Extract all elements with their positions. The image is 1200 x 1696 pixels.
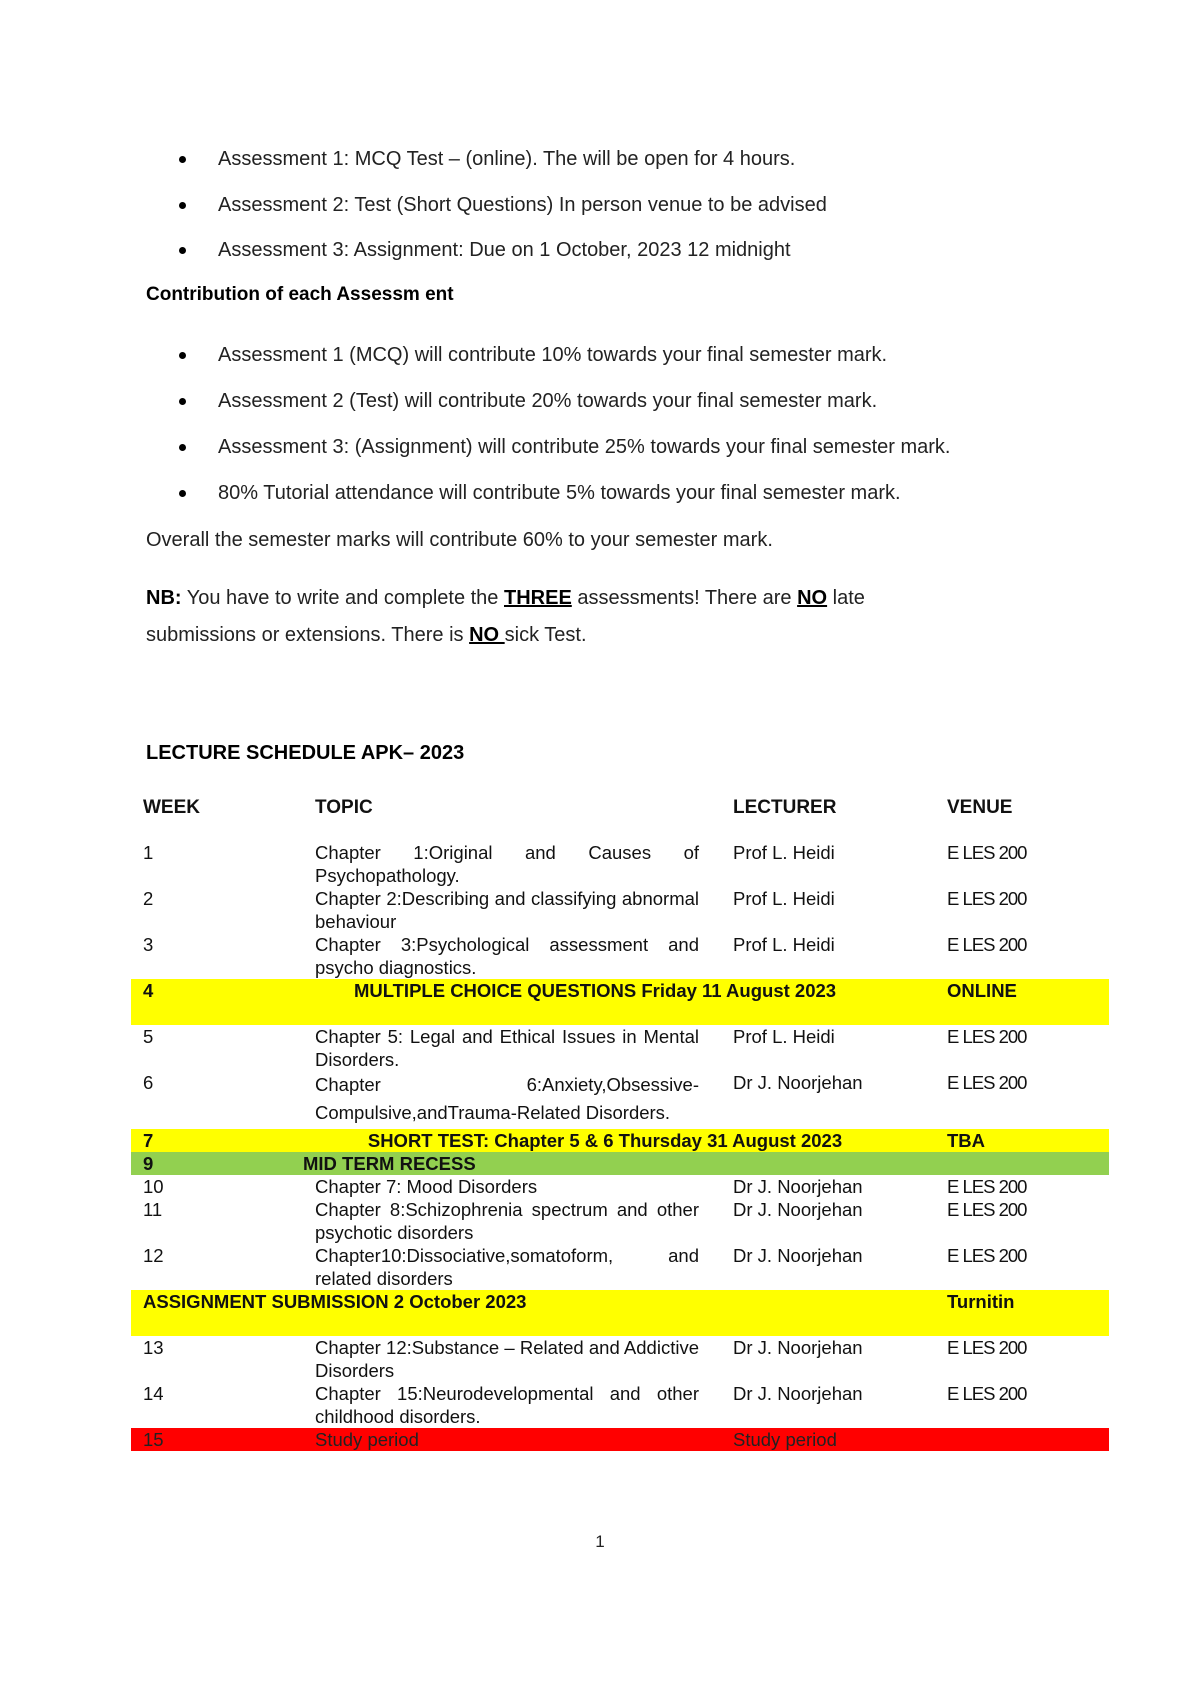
table-row-short-test: 7 SHORT TEST: Chapter 5 & 6 Thursday 31 August 2023 TBA — [131, 1129, 1109, 1152]
table-row-mcq: 4 MULTIPLE CHOICE QUESTIONS Friday 11 August 2023 ONLINE — [131, 979, 1109, 1025]
table-row-assignment: ASSIGNMENT SUBMISSION 2 October 2023 Turnitin — [131, 1290, 1109, 1336]
table-row: 3 Chapter 3:Psychological assessment and psycho diagnostics. Prof L. Heidi E LES 200 — [143, 934, 1027, 978]
table-row: 12 Chapter10:Dissociative,somatoform, and related disorders Dr J. Noorjehan E LES 200 — [143, 1245, 1027, 1289]
header-week: WEEK — [143, 797, 200, 818]
bullet-icon — [179, 202, 186, 209]
nb-note-line1: NB: You have to write and complete the THREE assessments! There are NO late — [146, 587, 865, 609]
nb-note-line2: submissions or extensions. There is NO sick Test. — [146, 624, 587, 646]
table-row: 6 Chapter 6:Anxiety,Obsessive-Compulsive,andTrauma-Related Disorders. Dr J. Noorjehan E LES 200 — [143, 1072, 1027, 1123]
table-row: 10 Chapter 7: Mood Disorders Dr J. Noorjehan E LES 200 — [143, 1176, 1027, 1197]
contribution-heading: Contribution of each Assessm ent — [146, 284, 454, 305]
table-row: 14 Chapter 15:Neurodevelopmental and other childhood disorders. Dr J. Noorjehan E LES 200 — [143, 1383, 1027, 1427]
table-header-row — [131, 793, 1109, 841]
document-page: Assessment 1: MCQ Test – (online). The will be open for 4 hours. Assessment 2: Test (Short Questions) In person venue to be advised Assessment 3: Assignment: Due on 1 October, 2023 12 midnight Contribution of each Assessm ent Assessment 1 (MCQ) will contribute 10% towards your final semester mark. Assessment 2 (Test) will contribute 20% towards your final semester mark. Assessment 3: (Assignment) will contribute 25% towards your final semester mark. 80% Tutorial attendance will contribute 5% towards your final semester mark. Overall the semester marks will contribute 60% to your semester mark. NB: You have to write and complete the THREE assessments! There are NO late submissions or extensions. There is NO sick Test. LECTURE SCHEDULE APK– 2023 WEEK TOPIC LECTURER VENUE 1 Chapter 1:Original and Causes of Psychopathology. Prof L. Heidi E LES 200 2 Chapter 2:Describing and classifying abnormal behaviour Prof L. Heidi E LES 200 3 Chapter 3:Psychological assessment and psycho diagnostics. Prof L. Heidi E LES 200 4 MULTIPLE CHOICE QUESTIONS Friday 11 August 2023 ONLINE 5 Chapter 5: Legal and Ethical Issues in Mental Disorders. Prof L. Heidi E LES 200 6 Chapter 6:Anxiety,Obsessive-Compulsive,andTrauma-Related Disorders. Dr J. Noorjehan E LES 200 7 SHORT TEST: Chapter 5 & 6 Thursday 31 August 2023 TBA 9 MID TERM RECESS 10 Chapter 7: Mood Disorders Dr J. Noorjehan E LES 200 11 Chapter 8:Schizophrenia spectrum and other psychotic disorders Dr J. Noorjehan E LES 200 12 Chapter10:Dissociative,somatoform, and related disorders Dr J. Noorjehan E LES 200 ASSIGNMENT SUBMISSION 2 October 2023 Turnitin 13 Chapter 12:Substance – Related and Addictive Disorders Dr J. Noorjehan E LES 200 14 Chapter 15:Neurodevelopmental and other childhood disorders. Dr J. Noorjehan E LES 200 15 Study period Study period 1 — [0, 0, 1200, 1696]
header-lecturer: LECTURER — [733, 797, 837, 818]
table-row: 11 Chapter 8:Schizophrenia spectrum and other psychotic disorders Dr J. Noorjehan E LES 200 — [143, 1199, 1027, 1243]
bullet-icon — [179, 490, 186, 497]
bullet-icon — [179, 398, 186, 405]
overall-note: Overall the semester marks will contribute 60% to your semester mark. — [146, 529, 773, 551]
table-row: 13 Chapter 12:Substance – Related and Addictive Disorders Dr J. Noorjehan E LES 200 — [143, 1337, 1027, 1381]
page-number: 1 — [595, 1532, 605, 1551]
bullet-icon — [179, 352, 186, 359]
schedule-title: LECTURE SCHEDULE APK– 2023 — [146, 742, 465, 764]
bullet-icon — [179, 444, 186, 451]
header-topic: TOPIC — [315, 797, 373, 818]
lecture-schedule-table — [131, 793, 1109, 1451]
bullet-icon — [179, 156, 186, 163]
table-row: 1 Chapter 1:Original and Causes of Psychopathology. Prof L. Heidi E LES 200 — [143, 842, 1027, 886]
table-row-recess: 9 MID TERM RECESS — [131, 1152, 1109, 1175]
table-row: 2 Chapter 2:Describing and classifying abnormal behaviour Prof L. Heidi E LES 200 — [143, 888, 1027, 932]
table-row: 5 Chapter 5: Legal and Ethical Issues in Mental Disorders. Prof L. Heidi E LES 200 — [143, 1026, 1027, 1070]
header-venue: VENUE — [947, 797, 1013, 818]
bullet-icon — [179, 247, 186, 254]
table-row-study-period: 15 Study period Study period — [131, 1428, 1109, 1451]
